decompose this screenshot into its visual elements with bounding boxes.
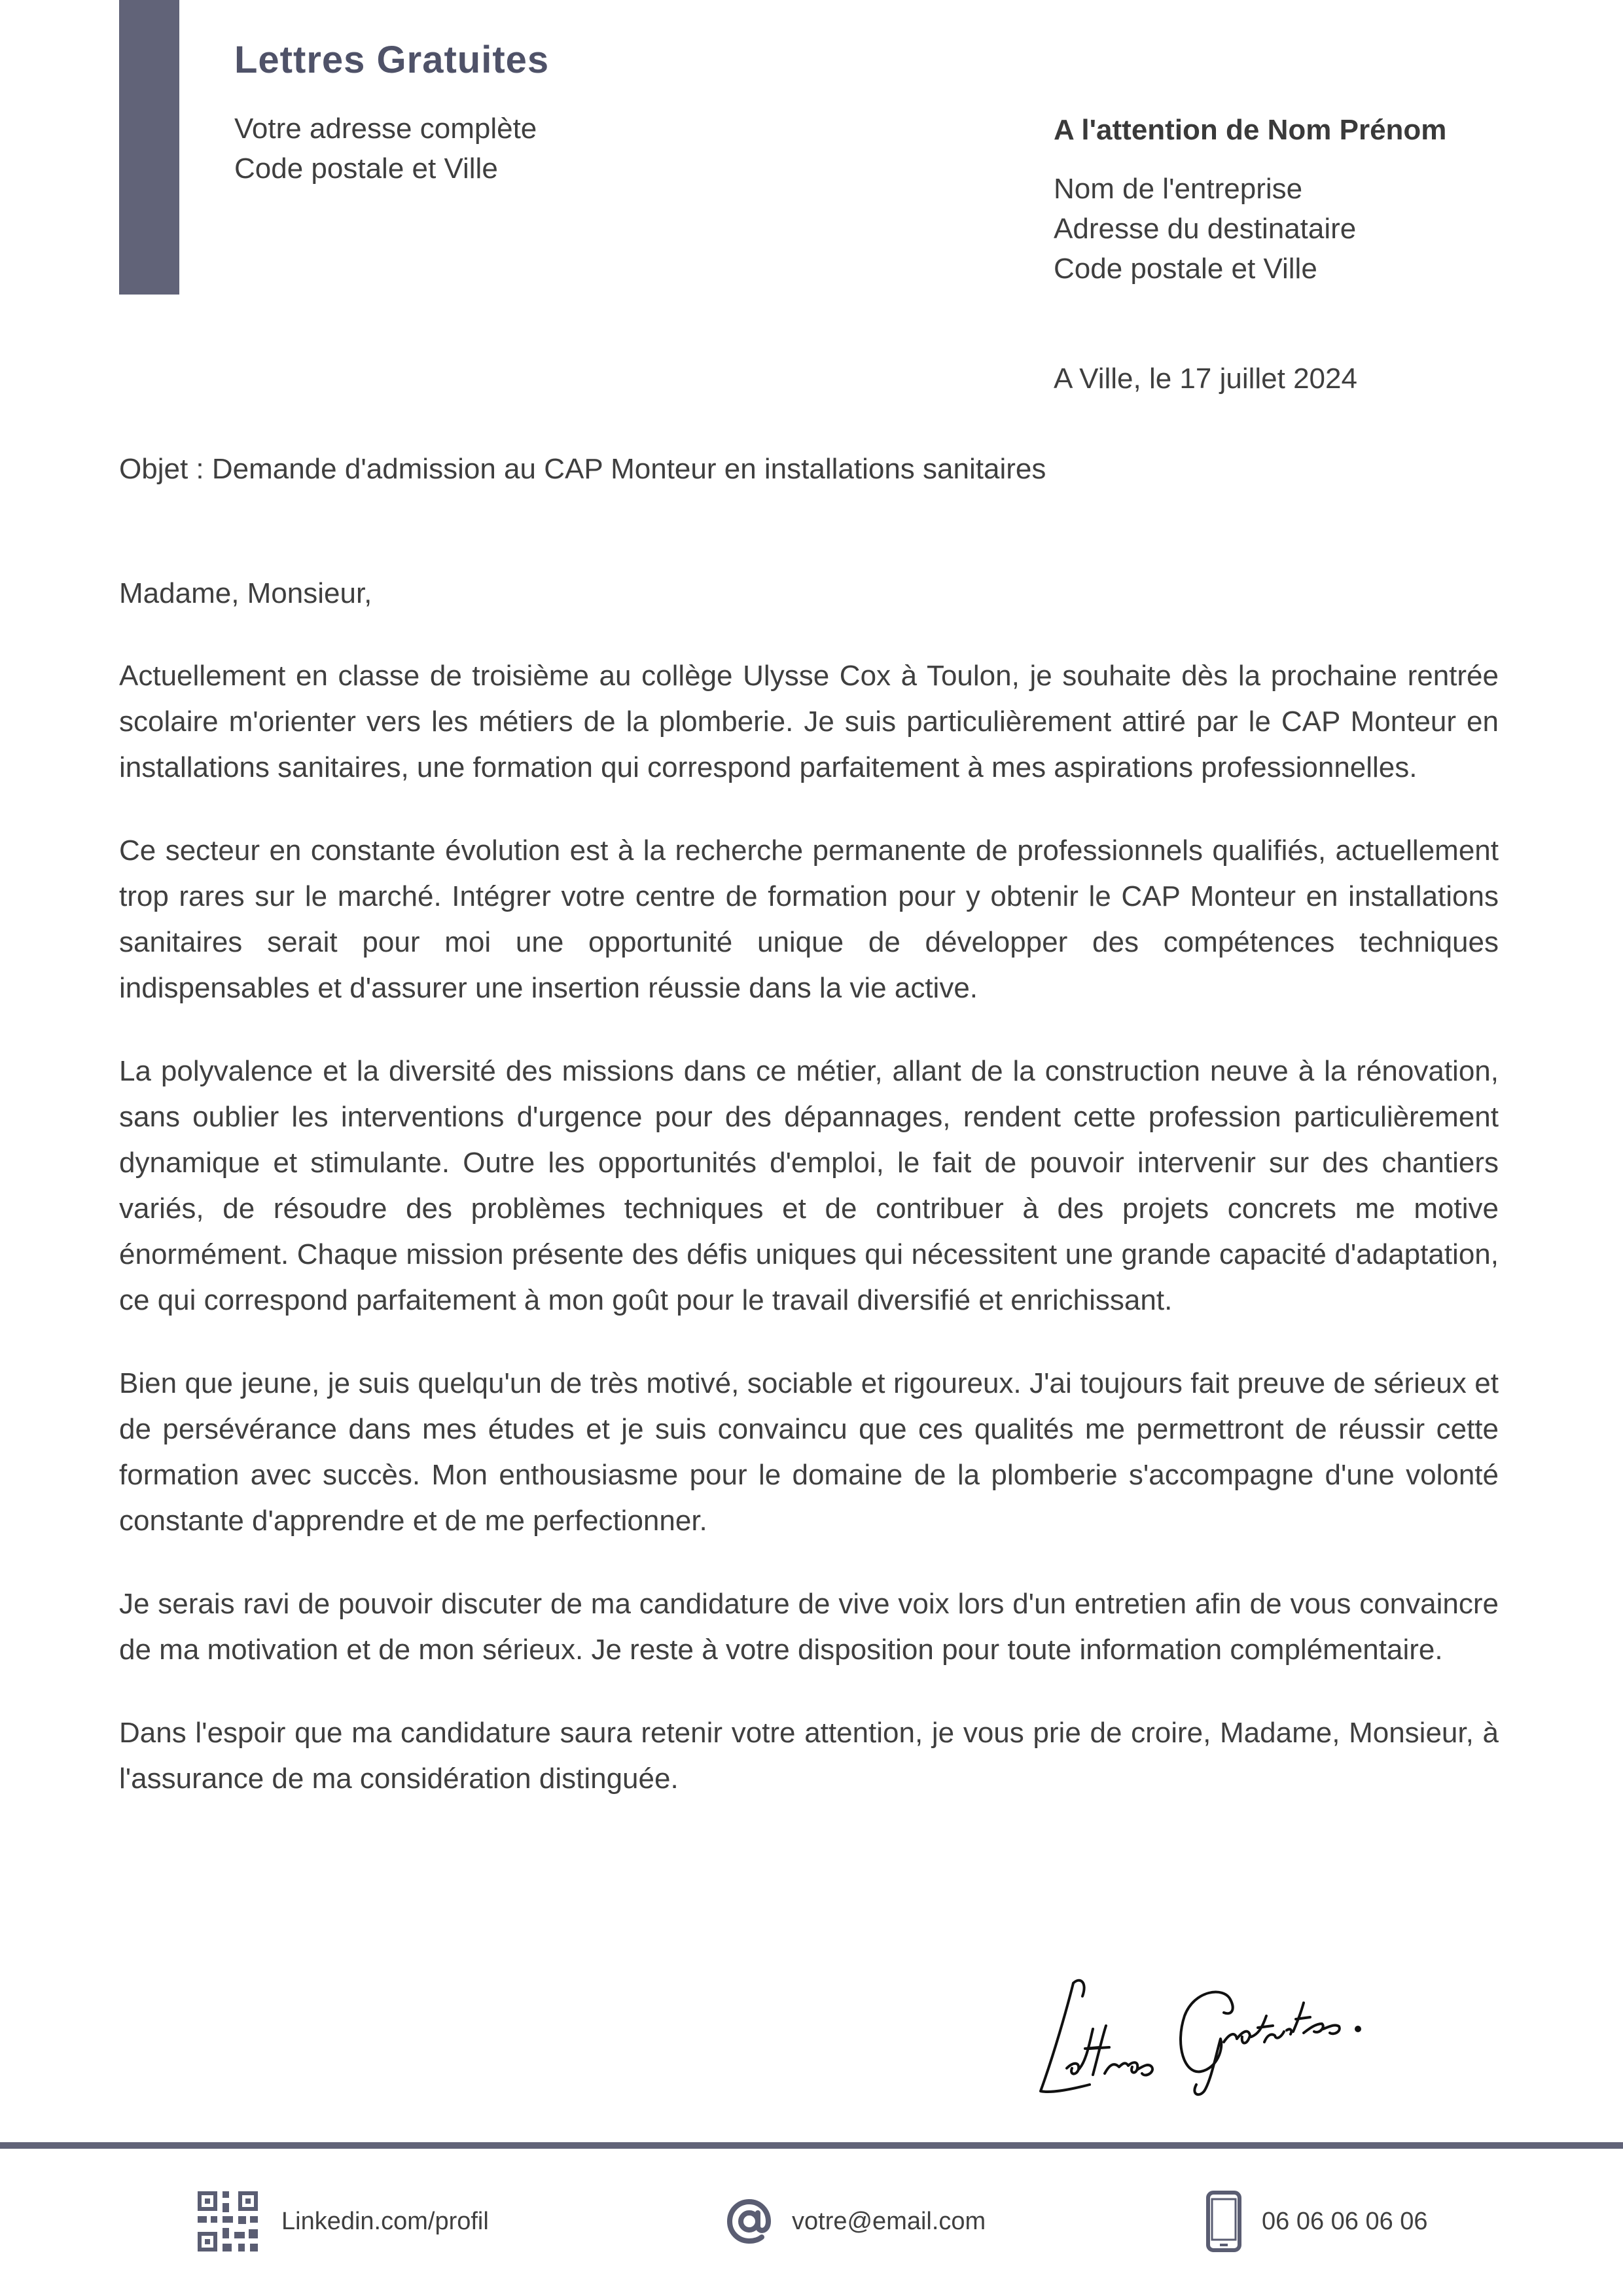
paragraph: La polyvalence et la diversité des missions dans ce métier, allant de la construction neuve à la rénovation, sans oublier les interventions d'urgence pour des dépannages, rendent cette profession particulièrement dynamique et stimulante. Outre les opportunités d'emploi, le fait de pouvoir intervenir sur des chantiers variés, de résoudre des problèmes techniques et de contribuer à des projets concrets me motive énormément. Chaque mission présente des défis uniques qui nécessitent une grande capacité d'adaptation, ce qui correspond parfaitement à mon goût pour le travail diversifié et enrichissant. bbox=[119, 1055, 1499, 1316]
paragraph: Actuellement en classe de troisième au collège Ulysse Cox à Toulon, je souhaite dès la prochaine rentrée scolaire m'orienter vers les métiers de la plomberie. Je suis particulièrement attiré par le CAP Monteur en installations sanitaires, une formation qui correspond parfaitement à mes aspirations professionnelles. bbox=[119, 660, 1499, 783]
sender-name: Lettres Gratuites bbox=[234, 39, 550, 81]
paragraph: Dans l'espoir que ma candidature saura retenir votre attention, je vous prie de croire, Madame, Monsieur, à l'assurance de ma considération distinguée. bbox=[119, 1717, 1499, 1795]
letter-subject: Objet : Demande d'admission au CAP Monteur en installations sanitaires bbox=[119, 453, 1046, 485]
recipient-attention: A l'attention de Nom Prénom bbox=[1054, 114, 1447, 146]
paragraph: Ce secteur en constante évolution est à la recherche permanente de professionnels qualifiés, actuellement trop rares sur le marché. Intégrer votre centre de formation pour y obtenir le CAP Monteur en installations sanitaires serait pour moi une opportunité unique de développer des compétences techniques indispensables et d'assurer une insertion réussie dans la vie active. bbox=[119, 834, 1499, 1004]
recipient-company: Nom de l'entreprise bbox=[1054, 173, 1303, 205]
sender-address-line: Votre adresse complète bbox=[234, 113, 537, 145]
sender-address bbox=[234, 109, 537, 188]
footer-phone bbox=[1205, 2189, 1428, 2254]
paragraph: Je serais ravi de pouvoir discuter de ma candidature de vive voix lors d'un entretien afin de vous convaincre de ma motivation et de mon sérieux. Je reste à votre disposition pour toute information complémentaire. bbox=[119, 1588, 1499, 1666]
salutation: Madame, Monsieur, bbox=[119, 577, 372, 609]
recipient-address-block bbox=[1054, 169, 1356, 289]
qr-code-icon bbox=[198, 2191, 258, 2251]
linkedin-link[interactable]: Linkedin.com/profil bbox=[281, 2207, 489, 2235]
header-accent-bar bbox=[119, 0, 179, 295]
sender-city-line: Code postale et Ville bbox=[234, 152, 498, 185]
email-link[interactable]: votre@email.com bbox=[792, 2207, 986, 2235]
paragraph: Bien que jeune, je suis quelqu'un de très motivé, sociable et rigoureux. J'ai toujours fait preuve de sérieux et de persévérance dans mes études et je suis convaincu que ces qualités me permettront de réussir cette formation avec succès. Mon enthousiasme pour le domaine de la plomberie s'accompagne d'une volonté constante d'apprendre et de me perfectionner. bbox=[119, 1367, 1499, 1537]
footer-linkedin bbox=[198, 2189, 489, 2254]
letter-date: A Ville, le 17 juillet 2024 bbox=[1054, 363, 1357, 395]
mobile-phone-icon bbox=[1205, 2190, 1242, 2253]
phone-number[interactable]: 06 06 06 06 06 bbox=[1262, 2207, 1428, 2235]
handwritten-signature bbox=[1027, 1950, 1407, 2108]
at-sign-icon bbox=[725, 2197, 774, 2246]
footer-divider bbox=[0, 2142, 1623, 2149]
recipient-city: Code postale et Ville bbox=[1054, 253, 1317, 285]
recipient-address: Adresse du destinataire bbox=[1054, 213, 1357, 245]
footer-email bbox=[725, 2189, 986, 2254]
letter-body bbox=[119, 571, 1499, 1839]
